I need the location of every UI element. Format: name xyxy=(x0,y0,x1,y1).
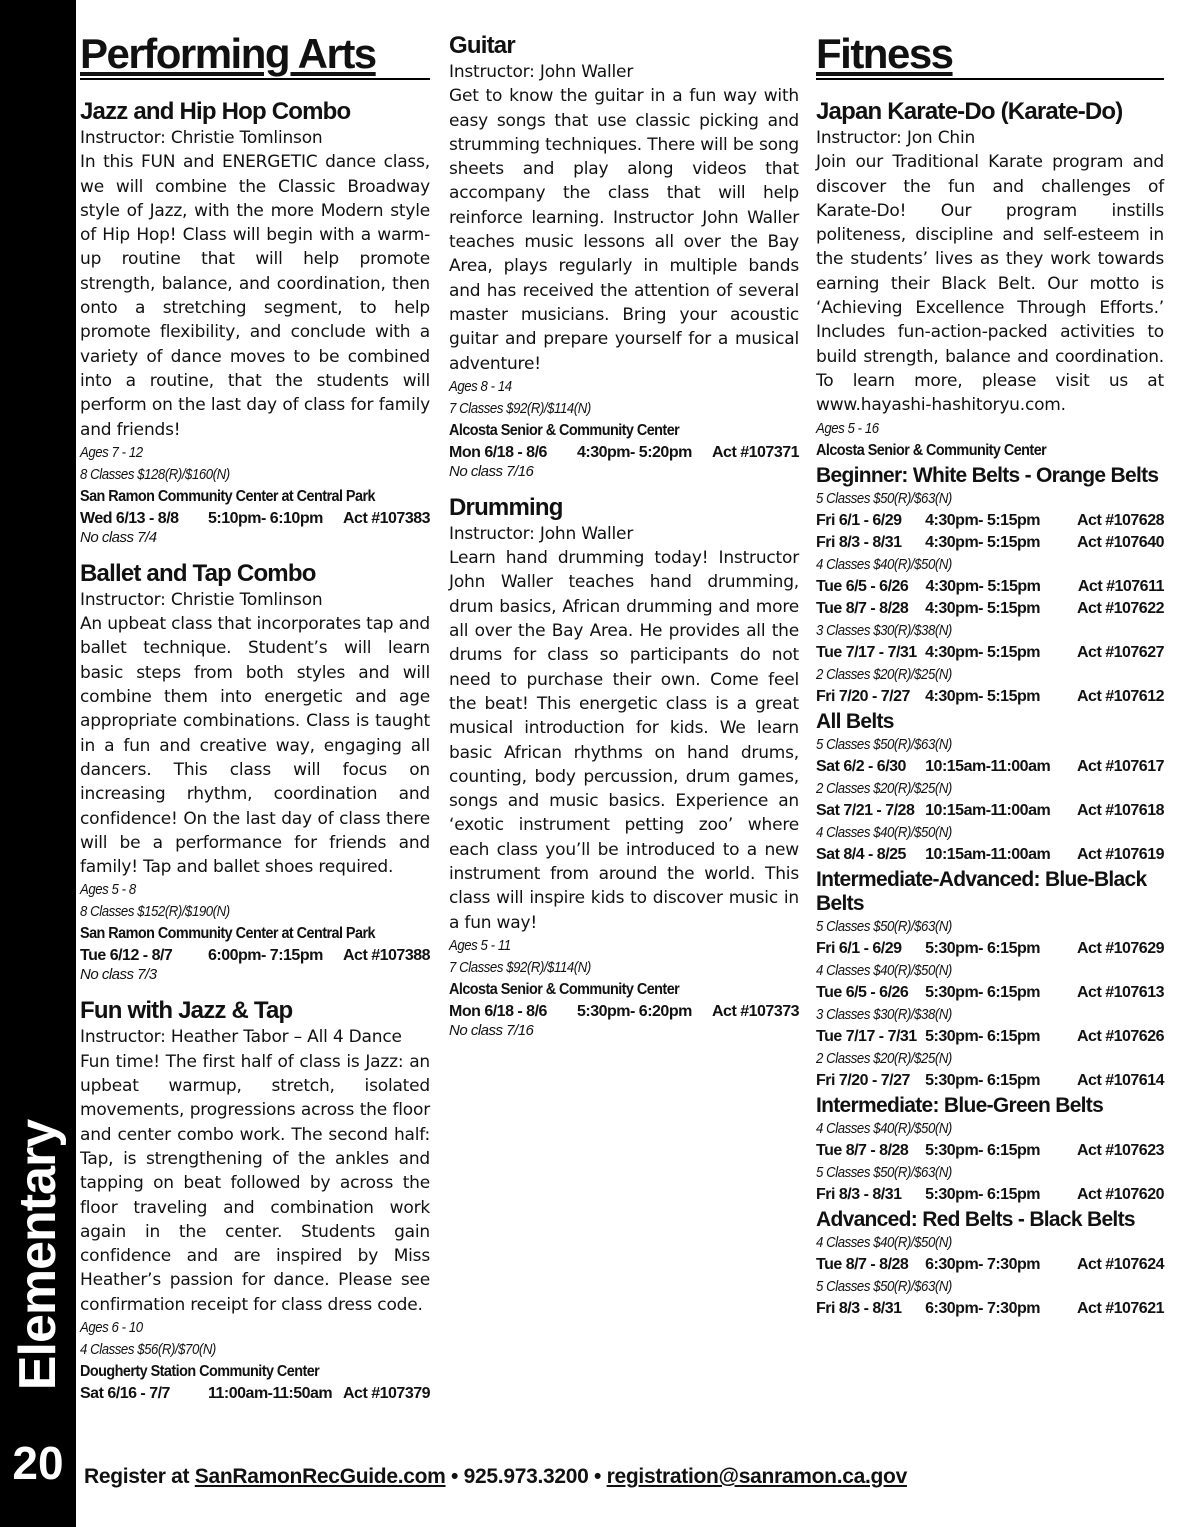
activity-number: Act #107379 xyxy=(343,1384,431,1402)
class-description: Learn hand drumming today! Instructor John Waller teaches hand drumming, drum basics, African drumming and more all over the Bay Area. He provides all the drums for class so participants do not need to purchase their own. Come feel the beat! This energetic class is a great musical introduction for kids. We learn basic African rhythms on hand drums, counting, body percussion, drum games, songs and music basics. Experience an ‘exotic instrument petting zoo’ where each class you’ll be introduced to a new instrument from around the world. This class will inspire kids to discover music in a fun way! xyxy=(449,548,799,933)
schedule-dates: Fri 7/20 - 7/27 xyxy=(816,1071,910,1089)
schedule-time: 10:15am-11:00am xyxy=(925,757,1051,775)
schedule-time: 5:30pm- 6:15pm xyxy=(925,1071,1040,1089)
schedule-row xyxy=(449,442,799,464)
class-listing xyxy=(449,494,799,1039)
schedule-row xyxy=(80,1383,430,1405)
activity-number: Act #107614 xyxy=(1076,1071,1164,1089)
schedule-row xyxy=(816,576,1164,598)
class-title: Jazz and Hip Hop Combo xyxy=(80,98,351,125)
activity-number: Act #107624 xyxy=(1076,1255,1164,1273)
classes-price: 4 Classes $40(R)/$50(N) xyxy=(816,961,952,979)
classes-price: 4 Classes $40(R)/$50(N) xyxy=(816,823,952,841)
schedule-dates: Wed 6/13 - 8/8 xyxy=(80,509,179,527)
schedule-dates: Mon 6/18 - 8/6 xyxy=(449,1002,547,1020)
schedule-dates: Fri 8/3 - 8/31 xyxy=(816,1299,902,1317)
ages: Ages 5 - 11 xyxy=(449,936,511,954)
activity-number: Act #107612 xyxy=(1076,687,1164,705)
schedule-row xyxy=(816,1070,1164,1092)
activity-number: Act #107371 xyxy=(712,443,800,461)
schedule-time: 4:30pm- 5:15pm xyxy=(925,511,1040,529)
activity-number: Act #107373 xyxy=(712,1002,800,1020)
classes-price: 2 Classes $20(R)/$25(N) xyxy=(816,665,952,683)
schedule-time: 5:30pm- 6:15pm xyxy=(925,1185,1040,1203)
location: Dougherty Station Community Center xyxy=(80,1362,320,1380)
instructor: Instructor: John Waller xyxy=(449,62,634,82)
sidebar xyxy=(0,0,76,1527)
ages: Ages 6 - 10 xyxy=(80,1318,143,1336)
schedule-time: 5:30pm- 6:15pm xyxy=(925,1141,1040,1159)
schedule-time: 4:30pm- 5:15pm xyxy=(925,599,1040,617)
schedule-time: 5:30pm- 6:20pm xyxy=(577,1002,692,1020)
schedule-dates: Tue 8/7 - 8/28 xyxy=(816,1255,909,1273)
classes-price: 8 Classes $128(R)/$160(N) xyxy=(80,465,230,483)
level-title: Advanced: Red Belts - Black Belts xyxy=(816,1207,1135,1231)
sidebar-label: Elementary xyxy=(9,1119,67,1391)
schedule-dates: Tue 8/7 - 8/28 xyxy=(816,599,909,617)
activity-number: Act #107626 xyxy=(1076,1027,1164,1045)
location: San Ramon Community Center at Central Park xyxy=(80,487,376,505)
schedule-row xyxy=(80,945,430,967)
schedule-dates: Fri 8/3 - 8/31 xyxy=(816,533,902,551)
schedule-time: 10:15am-11:00am xyxy=(925,801,1051,819)
class-title: Japan Karate-Do (Karate-Do) xyxy=(816,98,1123,125)
ages: Ages 5 - 16 xyxy=(816,419,879,437)
schedule-time: 4:30pm- 5:15pm xyxy=(925,577,1041,595)
schedule-row xyxy=(816,756,1164,778)
schedule-time: 5:30pm- 6:15pm xyxy=(925,1027,1040,1045)
separator: • xyxy=(588,1465,607,1488)
page-number: 20 xyxy=(12,1437,64,1489)
location: Alcosta Senior & Community Center xyxy=(816,441,1047,459)
schedule-time: 6:30pm- 7:30pm xyxy=(925,1255,1040,1273)
classes-price: 5 Classes $50(R)/$63(N) xyxy=(816,917,952,935)
class-title: Ballet and Tap Combo xyxy=(80,559,316,587)
instructor: Instructor: John Waller xyxy=(449,523,634,544)
class-description: In this FUN and ENERGETIC dance class, we will combine the Classic Broadway style of Jazz, with the more Modern style of Hip Hop! Class will begin with a warm-up routine that will help promote strength, balance, and coordination, then onto a stretching segment, to help promote flexibility, and conclude with a variety of dance moves to be combined into a routine, that the students will perform on the last day of class for family and friends! xyxy=(80,152,430,440)
schedule-time: 4:30pm- 5:20pm xyxy=(577,443,692,461)
phone-number: 925.973.3200 xyxy=(463,1465,589,1488)
schedule-time: 6:00pm- 7:15pm xyxy=(208,947,323,965)
class-description: Fun time! The first half of class is Jazz: an upbeat warmup, stretch, isolated movements, progressions across the floor and center combo work. The second half: Tap, is strengthening of the ankles and tapping on beat followed by across the floor traveling and combination work again in the center. Students gain confidence and are inspired by Miss Heather’s passion for dance. Please see confirmation receipt for class dress code. xyxy=(80,1051,430,1315)
ages: Ages 7 - 12 xyxy=(80,443,143,461)
schedule-time: 4:30pm- 5:15pm xyxy=(925,687,1040,705)
activity-number: Act #107619 xyxy=(1076,845,1164,863)
schedule-time: 4:30pm- 5:15pm xyxy=(925,643,1040,661)
footer-prefix: Register at xyxy=(84,1465,195,1488)
schedule-dates: Tue 7/17 - 7/31 xyxy=(816,643,917,661)
classes-price: 8 Classes $152(R)/$190(N) xyxy=(80,903,230,921)
classes-price: 7 Classes $92(R)/$114(N) xyxy=(449,399,591,417)
activity-number: Act #107640 xyxy=(1076,533,1164,551)
activity-number: Act #107613 xyxy=(1076,983,1164,1001)
no-class-note: No class 7/16 xyxy=(449,1021,534,1039)
classes-price: 4 Classes $40(R)/$50(N) xyxy=(816,1233,952,1251)
level-title: Intermediate-Advanced: Blue-Black Belts xyxy=(816,867,1147,915)
class-description: Join our Traditional Karate program and discover the fun and challenges of Karate-Do! Our program instills politeness, discipline and self-esteem in the students’ lives as they work towards earning their Black Belt. Our motto is ‘Achieving Excellence Through Efforts.’ Includes fun-action-packed activities to build strength, balance and coordination. To learn more, please visit us at www.hayashi-hashitoryu.com. xyxy=(816,152,1164,416)
schedule-dates: Fri 6/1 - 6/29 xyxy=(816,511,902,529)
class-description: An upbeat class that incorporates tap and ballet technique. Student’s will learn basic steps from both styles and will combine them into energetic and age appropriate combinations. Class is taught in a fun and creative way, engaging all dancers. This class will focus on increasing rhythm, coordination and confidence! On the last day of class there will be a performance for friends and family! Tap and ballet shoes required. xyxy=(80,614,430,878)
level-title: Beginner: White Belts - Orange Belts xyxy=(816,463,1159,487)
activity-number: Act #107611 xyxy=(1077,577,1164,595)
class-title: Fun with Jazz & Tap xyxy=(80,997,293,1025)
classes-price: 7 Classes $92(R)/$114(N) xyxy=(449,958,591,976)
column-fitness xyxy=(816,30,1164,1320)
schedule-row xyxy=(816,844,1164,866)
activity-number: Act #107623 xyxy=(1076,1141,1164,1159)
activity-number: Act #107627 xyxy=(1076,643,1164,661)
class-title: Guitar xyxy=(449,32,515,59)
footer xyxy=(84,1465,907,1489)
column-performing-arts xyxy=(80,30,430,1419)
schedule-row xyxy=(816,938,1164,960)
section-title: Fitness xyxy=(816,30,1164,80)
class-listing xyxy=(80,98,430,546)
classes-price: 3 Classes $30(R)/$38(N) xyxy=(816,621,952,639)
activity-number: Act #107620 xyxy=(1076,1185,1164,1203)
schedule-dates: Tue 6/12 - 8/7 xyxy=(80,947,173,965)
schedule-dates: Fri 7/20 - 7/27 xyxy=(816,687,910,705)
schedule-row xyxy=(816,1140,1164,1162)
schedule-row xyxy=(816,1184,1164,1206)
separator: • xyxy=(445,1465,464,1488)
instructor: Instructor: Jon Chin xyxy=(816,128,976,148)
schedule-row xyxy=(816,800,1164,822)
ages: Ages 5 - 8 xyxy=(80,881,136,899)
schedule-time: 5:30pm- 6:15pm xyxy=(925,983,1040,1001)
schedule-row xyxy=(816,1026,1164,1048)
class-title: Drumming xyxy=(449,493,563,521)
schedule-dates: Tue 7/17 - 7/31 xyxy=(816,1027,917,1045)
website-link[interactable]: SanRamonRecGuide.com xyxy=(194,1465,446,1488)
classes-price: 2 Classes $20(R)/$25(N) xyxy=(816,1049,952,1067)
classes-price: 2 Classes $20(R)/$25(N) xyxy=(816,779,952,797)
class-description: Get to know the guitar in a fun way with easy songs that use classic picking and strumming techniques. There will be song sheets and play along videos that accompany the class that will help reinforce learning. Instructor John Waller teaches music lessons all over the Bay Area, plays regularly in multiple bands and has received the attention of several master musicians. Bring your acoustic guitar and prepare yourself for a musical adventure! xyxy=(449,86,799,374)
schedule-time: 5:10pm- 6:10pm xyxy=(208,509,323,527)
schedule-row xyxy=(80,508,430,530)
instructor: Instructor: Christie Tomlinson xyxy=(80,589,323,610)
column-music xyxy=(449,32,799,1053)
location: San Ramon Community Center at Central Park xyxy=(80,925,376,943)
schedule-row xyxy=(449,1001,799,1023)
schedule-dates: Tue 6/5 - 6/26 xyxy=(816,983,909,1001)
schedule-time: 11:00am-11:50am xyxy=(208,1384,333,1402)
schedule-dates: Sat 8/4 - 8/25 xyxy=(816,845,906,863)
classes-price: 4 Classes $40(R)/$50(N) xyxy=(816,1119,952,1137)
no-class-note: No class 7/4 xyxy=(80,528,157,546)
schedule-row xyxy=(816,598,1164,620)
classes-price: 3 Classes $30(R)/$38(N) xyxy=(816,1005,952,1023)
schedule-row xyxy=(816,1298,1164,1320)
location: Alcosta Senior & Community Center xyxy=(449,980,680,998)
schedule-dates: Sat 7/21 - 7/28 xyxy=(816,801,915,819)
location: Alcosta Senior & Community Center xyxy=(449,421,680,439)
activity-number: Act #107383 xyxy=(343,509,431,527)
schedule-row xyxy=(816,686,1164,708)
instructor: Instructor: Christie Tomlinson xyxy=(80,128,323,148)
schedule-row xyxy=(816,1254,1164,1276)
level-title: Intermediate: Blue-Green Belts xyxy=(816,1093,1104,1117)
classes-price: 5 Classes $50(R)/$63(N) xyxy=(816,489,952,507)
no-class-note: No class 7/3 xyxy=(80,966,157,984)
activity-number: Act #107617 xyxy=(1076,757,1164,775)
schedule-row xyxy=(816,642,1164,664)
schedule-dates: Mon 6/18 - 8/6 xyxy=(449,443,547,461)
instructor: Instructor: Heather Tabor – All 4 Dance xyxy=(80,1027,402,1048)
schedule-row xyxy=(816,982,1164,1004)
schedule-row xyxy=(816,532,1164,554)
email-link[interactable]: registration@sanramon.ca.gov xyxy=(606,1465,907,1488)
schedule-dates: Fri 8/3 - 8/31 xyxy=(816,1185,902,1203)
activity-number: Act #107628 xyxy=(1076,511,1164,529)
classes-price: 4 Classes $56(R)/$70(N) xyxy=(80,1340,216,1358)
schedule-time: 6:30pm- 7:30pm xyxy=(925,1299,1040,1317)
schedule-time: 5:30pm- 6:15pm xyxy=(925,939,1040,957)
schedule-dates: Tue 8/7 - 8/28 xyxy=(816,1141,909,1159)
schedule-row xyxy=(816,510,1164,532)
ages: Ages 8 - 14 xyxy=(449,377,512,395)
schedule-dates: Sat 6/2 - 6/30 xyxy=(816,757,906,775)
activity-number: Act #107618 xyxy=(1076,801,1164,819)
activity-number: Act #107388 xyxy=(343,947,431,965)
section-title: Performing Arts xyxy=(80,30,430,80)
class-listing xyxy=(80,997,430,1405)
schedule-time: 4:30pm- 5:15pm xyxy=(925,533,1040,551)
class-listing xyxy=(80,560,430,984)
schedule-dates: Tue 6/5 - 6/26 xyxy=(816,577,909,595)
schedule-dates: Sat 6/16 - 7/7 xyxy=(80,1384,170,1402)
classes-price: 5 Classes $50(R)/$63(N) xyxy=(816,1277,952,1295)
activity-number: Act #107622 xyxy=(1076,599,1164,617)
classes-price: 5 Classes $50(R)/$63(N) xyxy=(816,735,952,753)
no-class-note: No class 7/16 xyxy=(449,462,534,480)
schedule-time: 10:15am-11:00am xyxy=(925,845,1051,863)
activity-number: Act #107621 xyxy=(1076,1299,1164,1317)
schedule-dates: Fri 6/1 - 6/29 xyxy=(816,939,902,957)
class-listing xyxy=(449,32,799,480)
classes-price: 4 Classes $40(R)/$50(N) xyxy=(816,555,952,573)
level-title: All Belts xyxy=(816,709,894,733)
classes-price: 5 Classes $50(R)/$63(N) xyxy=(816,1163,952,1181)
activity-number: Act #107629 xyxy=(1076,939,1164,957)
